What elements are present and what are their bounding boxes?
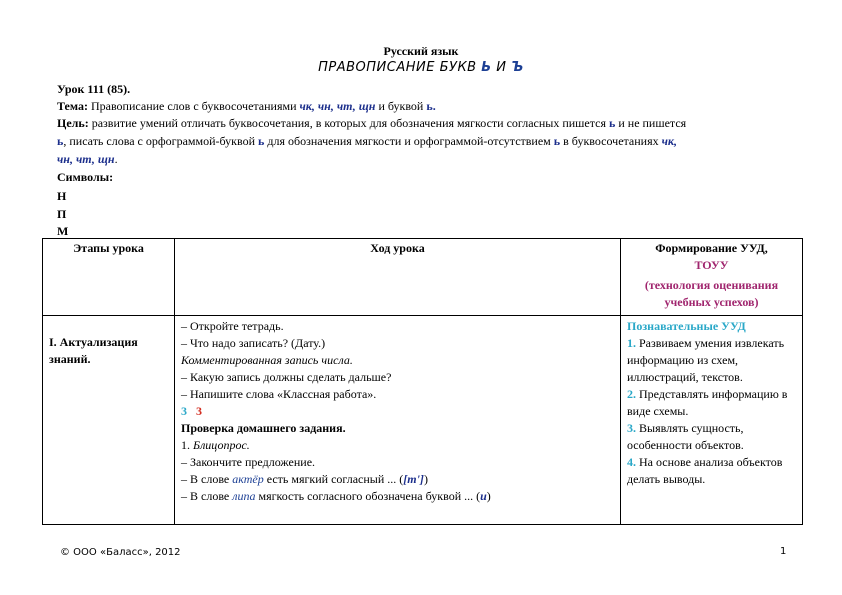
progress-cell	[175, 316, 621, 525]
uud-item-number: 4.	[627, 455, 636, 469]
uud-item-number: 1.	[627, 336, 636, 350]
blitz-title: Блицопрос.	[193, 438, 250, 452]
line-text: есть мягкий согласный ... (	[263, 472, 404, 486]
lesson-goal-line3	[57, 150, 797, 168]
example-word: актёр	[232, 472, 264, 486]
goal-text1: развитие умений отличать буквосочетания, в которых для обозначения мягкости согласных пишется	[88, 116, 609, 130]
line-text: )	[486, 489, 491, 503]
symbols-label: Символы:	[57, 170, 114, 184]
goal-end: .	[114, 152, 118, 166]
table-row	[43, 316, 803, 525]
symbol-n: Н	[57, 189, 67, 203]
stage-cell: I. Актуализация знаний.	[43, 316, 175, 525]
uud-item	[627, 420, 796, 454]
topic-combos: чк, чн, чт, щн	[299, 99, 376, 113]
header-progress: Ход урока	[175, 239, 621, 316]
title-letter-soft-sign: Ь	[481, 60, 492, 75]
progress-line: – Напишите слова «Классная работа».	[181, 387, 377, 401]
uud-item-number: 3.	[627, 421, 636, 435]
progress-line	[181, 471, 614, 488]
symbol-m: М	[57, 224, 69, 238]
page-title	[0, 60, 842, 75]
marker-number: 3	[181, 404, 187, 418]
topic-text: Правописание слов с буквосочетаниями	[87, 99, 300, 113]
answer-text: и	[480, 489, 487, 503]
goal-text2: и не пишется	[615, 116, 687, 130]
lesson-goal-line2	[57, 132, 797, 150]
goal-label: Цель:	[57, 116, 89, 130]
progress-line: – Что надо записать? (Дату.)	[181, 336, 326, 350]
item-number: 1.	[181, 438, 193, 452]
line-text: – В слове	[181, 489, 233, 503]
lesson-topic	[57, 97, 797, 115]
goal-soft2: ь	[57, 134, 64, 148]
goal-combo2: чн, чт, щн	[57, 152, 115, 166]
uud-item	[627, 454, 796, 488]
uud-item-text: Развиваем умения извлекать информацию из схем, иллюстраций, текстов.	[627, 336, 785, 384]
progress-line	[181, 437, 614, 454]
uud-item-text: Представлять информацию в виде схемы.	[627, 387, 788, 418]
uud-item-text: Выявлять сущность, особенности объектов.	[627, 421, 744, 452]
uud-cell	[621, 316, 803, 525]
title-main: ПРАВОПИСАНИЕ БУКВ	[318, 60, 482, 75]
table-header-row	[43, 239, 803, 316]
topic-label: Тема:	[57, 99, 88, 113]
topic-letter: ь.	[426, 99, 436, 113]
progress-line: – Откройте тетрадь.	[181, 319, 284, 333]
header-tech: (технология оценивания учебных успехов)	[644, 278, 779, 309]
goal-combo1: чк,	[661, 134, 678, 148]
line-text: – В слове	[181, 472, 233, 486]
goal-soft3: ь	[258, 134, 265, 148]
page-number: 1	[780, 546, 787, 557]
goal-soft4: ь	[553, 134, 561, 148]
marker-number: 3	[196, 404, 202, 418]
header-stages: Этапы урока	[43, 239, 175, 316]
example-word: липа	[232, 489, 256, 503]
goal-text3: , писать слова с орфограммой-буквой	[63, 134, 258, 148]
topic-end: и буквой	[375, 99, 427, 113]
homework-heading: Проверка домашнего задания.	[181, 421, 346, 435]
line-text: мягкость согласного обозначена буквой ... (	[255, 489, 481, 503]
progress-line: Комментированная запись числа.	[181, 353, 353, 367]
answer-text: [т']	[403, 472, 424, 486]
lesson-number: Урок 111 (85).	[57, 82, 131, 96]
goal-text5: в буквосочетаниях	[560, 134, 662, 148]
subject-heading: Русский язык	[383, 44, 459, 58]
footer-copyright: © ООО «Баласс», 2012	[60, 547, 181, 558]
header-uud	[621, 239, 803, 316]
uud-item-number: 2.	[627, 387, 636, 401]
goal-soft1: ь	[608, 116, 616, 130]
progress-line: – Какую запись должны сделать дальше?	[181, 370, 392, 384]
uud-title: Познавательные УУД	[627, 319, 746, 333]
lesson-goal-line1	[57, 114, 797, 132]
uud-item	[627, 386, 796, 420]
uud-item	[627, 335, 796, 386]
progress-line	[181, 488, 614, 505]
symbol-markers	[181, 403, 614, 420]
title-and: И	[491, 60, 512, 75]
header-toyu: ТОУУ	[694, 258, 729, 272]
progress-line: – Закончите предложение.	[181, 455, 316, 469]
uud-item-text: На основе анализа объектов делать выводы.	[627, 455, 783, 486]
goal-text4: для обозначения мягкости и орфограммой-отсутствием	[264, 134, 554, 148]
symbol-p: П	[57, 207, 67, 221]
title-letter-hard-sign: Ъ	[511, 60, 524, 75]
lesson-table	[42, 238, 803, 525]
header-uud-title: Формирование УУД,	[655, 241, 768, 255]
line-text: )	[423, 472, 428, 486]
